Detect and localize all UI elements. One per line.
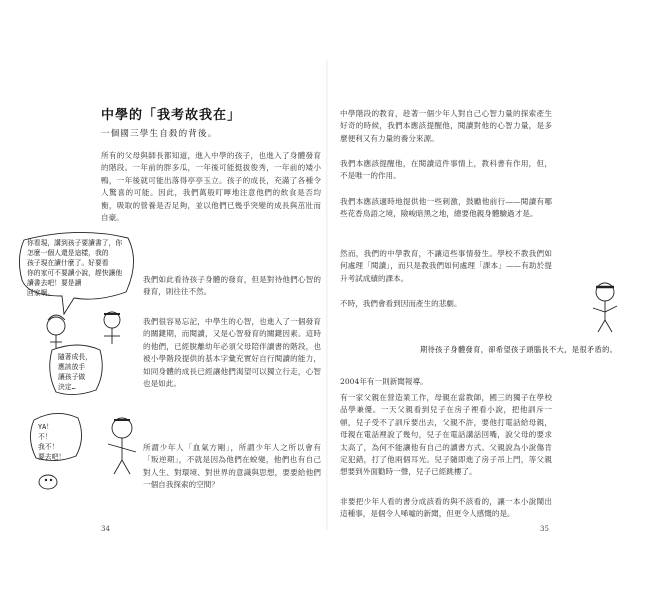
bubble-3-line: YA！ bbox=[38, 423, 53, 431]
bubble-2-line: 讓孩子做 bbox=[58, 373, 86, 381]
right-paragraph-6: 2004年有一則新聞報導。 bbox=[340, 377, 428, 386]
chapter-title: 中學的「我考故我在」 bbox=[101, 108, 242, 123]
left-paragraph-3: 我們很容易忘記，中學生的心智，也進入了一個發育的關鍵期，而閱讀，又是心智發育的關鍵因素。這時的他們，已經脫離幼年必須父母陪伴讀書的階段，也被小學階段提供的基本字彙充實好自行閱讀的能力，如同身體的成長已經讓他們渴望可以獨立行走，心智也是如此。 bbox=[143, 317, 321, 389]
right-paragraph-2: 我們本應該提醒他，在閱讀這件事情上，教科書有作用，但，不是唯一的作用。 bbox=[340, 159, 552, 181]
right-paragraph-7: 有一家父親在營造業工作，母親在當教師，國三的獨子在學校品學兼優。一天父親看到兒子在房子裡看小說，把他訓斥一頓，兒子受不了訓斥要出去，父親不許，要他打電話給母親，母親在電話裡說了幾句，兒子在電話講話回嘴，說父母的要求太高了，為何不能讓他有自己的讀書方式。父親說為小說傷肯定犯錯，打了他兩個耳光。兒子隨即進了房子吊上門，等父親想要到外面勸時一聲，兒子已經跳樓了。 bbox=[340, 393, 552, 477]
bubble-1-text bbox=[27, 238, 127, 298]
bubble-1-line: 怎麼一個人還是這樣，我的 bbox=[27, 249, 109, 257]
right-paragraph-3: 我們本應該適時地提供他一些刺激，鼓勵他前行——閱讀有哪些花香鳥語之境，險峻暗黑之地，總要他親身體驗過才是。 bbox=[340, 197, 552, 219]
bubble-2-line: 決定… bbox=[58, 383, 76, 391]
right-paragraph-5: 不時，我們會看到因而產生的悲劇。 bbox=[340, 299, 462, 308]
left-paragraph-1: 所有的父母與師長都知道，進入中學的孩子，也進入了身體發育的階段。一年前的胖多瓜，一年後可能挺拔俊秀，一年前的矮小鴨，一年後就可能出落得亭亭玉立。孩子的成長，充滿了各種令人驚喜的可能。因此，我們萬般叮嚀地注意他們的飲食是否均衡，吸取的營養是否足夠，並以他們已幾乎突變的成長與茁壯而自豪。 bbox=[101, 151, 321, 223]
right-page-number: 35 bbox=[540, 525, 549, 533]
bubble-2-line: 應該放手 bbox=[58, 363, 86, 371]
chapter-subtitle: 一個國三學生自殺的背後。 bbox=[101, 129, 218, 139]
bubble-1-line: 你的家可不要讀小說，趕快讓他 bbox=[27, 269, 123, 277]
pull-quote: 期待孩子身體發育，卻希望孩子頭腦長不大，是很矛盾的。 bbox=[420, 345, 618, 354]
bubble-2-text bbox=[58, 352, 108, 392]
right-paragraph-8: 非要把少年人看的書分成該看的與不該看的，讓一本小說鬧出這種事，是個令人唏噓的新聞，但更令人感慨的是。 bbox=[340, 497, 552, 519]
bubble-1-line: 孩子現在讀什麼了。好要看 bbox=[27, 259, 109, 267]
right-paragraph-1: 中學階段的教育，趁著一個少年人對自己心智力量的探索產生好奇的時候，我們本應該提醒他，閱讀對他的心智力量，是多麼便利又有力量的養分來源。 bbox=[340, 109, 552, 143]
bubble-3-text bbox=[38, 422, 78, 462]
bubble-3-line: 我不！ bbox=[38, 443, 59, 451]
bubble-2-line: 隨著成長， bbox=[58, 353, 92, 361]
left-page-number: 34 bbox=[101, 525, 110, 533]
right-paragraph-4: 然而，我們的中學教育，不讓這些事情發生。學校不教我們如何處理「閱讀」，而只是教我們如何處理「課本」——有助於提升考試成績的課本。 bbox=[340, 249, 552, 283]
left-paragraph-2: 我們如此看待孩子身體的發育，但是對待他們心智的發育，則往往不然。 bbox=[143, 275, 321, 297]
left-paragraph-4: 所謂少年人「血氣方剛」，所謂少年人之所以會有「叛逆期」，不就是因為他們在蛻變，他們也有自己對人生、對環境、對世界的意識與思想，要要給他們一個自我探索的空間？ bbox=[143, 443, 321, 490]
bubble-1-line: 讀書去吧！要是讀 bbox=[27, 279, 82, 287]
bubble-3-line: 不！ bbox=[38, 433, 52, 441]
bubble-3-line: 要去吧！ bbox=[38, 453, 66, 461]
book-gutter bbox=[326, 60, 328, 530]
thinking-figure-doodle-icon bbox=[585, 280, 625, 334]
bubble-1-line: 你看現，講到孩子要讀書了，你 bbox=[27, 239, 123, 247]
bubble-1-line: 回家啊。 bbox=[27, 289, 55, 297]
